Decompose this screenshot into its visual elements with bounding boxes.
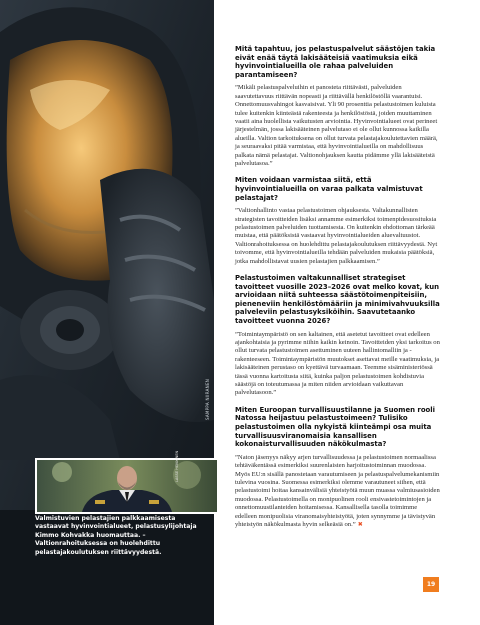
page-number: 19 xyxy=(423,577,439,592)
qa-block xyxy=(235,274,440,398)
question-heading: Miten voidaan varmistaa siitä, että hyvinvointialueilla on varaa palkata valmistuvat pelastajat? xyxy=(235,176,423,202)
qa-block xyxy=(235,406,440,530)
qa-block xyxy=(235,45,440,168)
question-heading: Pelastustoimen valtakunnalliset strategiset tavoitteet vuosille 2023–2026 ovat melko kovat, kun arvioidaan niitä suhteessa säästötoimenpiteisiin, pieneneviin henkilöstömääriin ja minimivahvuuksilla palveleviin pelastusyksiköihin. Saavutetaanko tavoitteet vuonna 2026? xyxy=(235,274,440,326)
answer-text: ”Valtionhallinto vastaa pelastustoimen ohjauksesta. Valtakunnallisten strategisten tavoitteiden lisäksi annamme esimerkiksi toimenpidesuosituksia pelastustoimen palveluiden tuottamisesta. On kuitenkin ehdottoman tärkeää muistaa, että päätöksistä vastaavat hyvinvointialueiden aluevaltuustot. Valtionrahoituksessa on huolehdittu pelastajakoulutuksen riittävyydestä. Nyt toivomme, että hyvinvointialueilla tehdään palveluiden mukaisia päätöksiä, jotka mahdollistavat uusien pelastajien palkkaamisen.” xyxy=(235,207,438,265)
portrait-photo xyxy=(35,458,219,514)
question-heading: Miten Euroopan turvallisuustilanne ja Suomen rooli Natossa heijastuu pelastustoimeen? Tulisiko pelastustoimen olla nykyistä kiinteämpi osa muita turvallisuusviranomaisia kansallisen kokonaisturvallisuuden näkökulmasta? xyxy=(235,405,436,449)
end-mark-icon: ✖ xyxy=(357,521,363,529)
answer-text: ”Naton jäsenyys näkyy arjen turvallisuudessa ja pelastustoimen normaalissa tehtäväkentässä esimerkiksi suurenlaisten harjoitustoiminnan muodossa. Myös EU:n sisällä panostetaan varautumiseen ja pelastuspalvelumekanismiin tulevina vuosina. Suomessa esimerkiksi olemme varautuneet siihen, että pelastustoimi hoitaa kansainvälisiä yhteistyötä muun muassa valmiusasioiden muodossa. Pelastustoimella on monipuolinen rooli ensivastetoimintojen ja onnettomuustilanteiden hoitamisessa. Kansallisella tasolla toimimme edelleen monipuolisia viranomaisyhteistyötä, joten synnymme ja tävistyvän yhteistyön näkökulmasta hyvin selkeäsiä on.” xyxy=(235,453,440,529)
question-heading: Mitä tapahtuu, jos pelastuspalvelut säästöjen takia eivät enää täytä lakisääteisiä vaatimuksia eikä hyvinvointialueilla ole rahaa palveluiden parantamiseen? xyxy=(235,45,436,79)
answer-text: ”Toimintaympäristö on sen kaltainen, että asetetut tavoitteet ovat edelleen ajankohtaisia ja pyrimme niihin kaikin keinoin. Tavoitteiden yksi tarkoitus on ollut turvata pelastustoimen asettuminen uuteen hallintomalliin ja -rakenteeseen. Toimintaympäristön muutokset asettavat meille vaatimuksia, ja lakisääteinen perustaso on kyettävä turvaamaan. Teemme sisäministeriössä tässä vuonna kartoitusta siitä, kuinka paljon pelastustoimen kohdistuvia säästöjä on toteutumassa ja miten niiden arvioidaan vaikuttavan palvelutasoon.” xyxy=(235,330,440,397)
qa-block xyxy=(235,176,440,266)
photo-caption: Valmistuvien pelastajien palkkaamisesta vastaavat hyvinvointialueet, pelastusylijohtaja Kimmo Kohvakka huomauttaa. – Valtionrahoituksessa on huolehdittu pelastajakoulutuksen riittävyydestä. xyxy=(35,515,197,556)
answer-text: ”Mikäli pelastuspalveluihin ei panosteta riittävästi, palveluiden saavutettavuus riittävän nopeasti ja riittävällä henkilöstöllä vaarantuisi. Onnettomuusvahingot kasvaisivat. Yli 90 prosenttia pelastustoimen kuluista tulee kuitenkin kiinteästä rakenteesta ja henkilöstöstä, joiden muuttaminen vaatii aina huolellista vaikutusten arviointia. Hyvinvointialueet ovat perineet järjestelmän, jossa lakisääteinen palvelutaso ei ole ollut kunnossa kaikilla alueilla. Valtion tarkoituksena on ollut turvata pelastajakoulutettavien määrä, ja seuraavaksi pitää varmistaa, että hyvinvointialueilla on mahdollisuus palkata nämä pelastajat. Valtionohjauksen kautta pidämme yllä lakisääteistä palvelutasoa.” xyxy=(235,84,438,168)
interview-article xyxy=(235,45,440,530)
inset-credit: LASSE HEIKKINEN xyxy=(175,450,179,482)
photo-credit: SAMPPA NIIRANEN xyxy=(205,378,210,420)
